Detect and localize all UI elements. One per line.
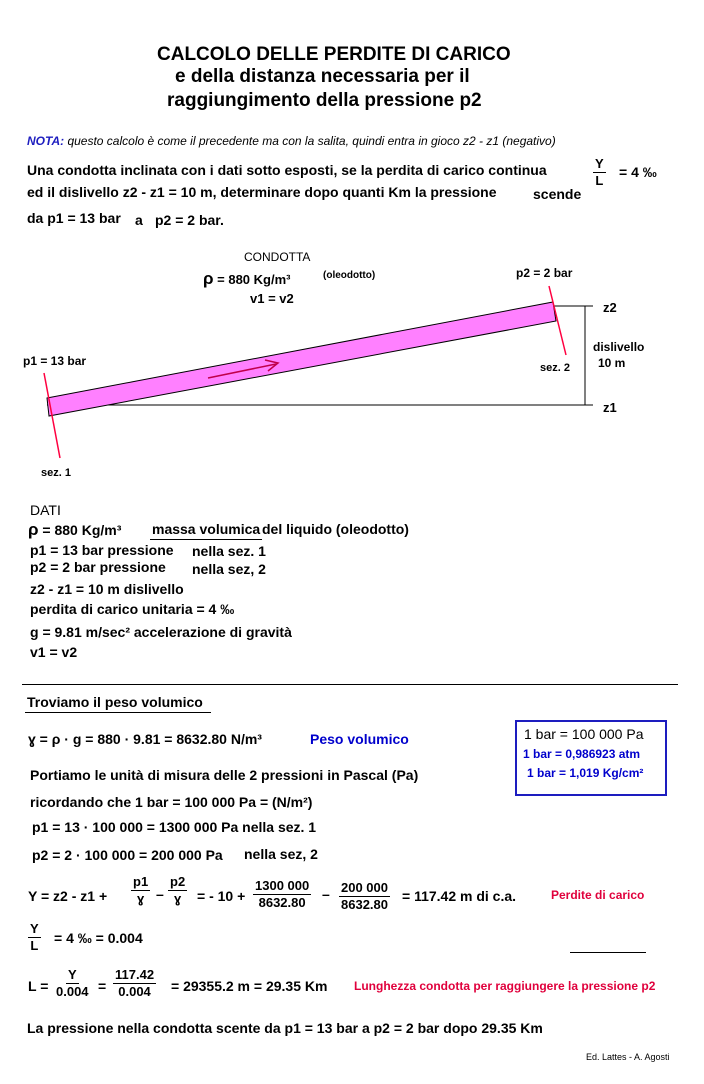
p2-pascal-b: nella sez, 2 xyxy=(244,846,318,862)
dati-p1-b: nella sez. 1 xyxy=(192,543,266,559)
dati-p2: p2 = 2 bar pressione xyxy=(30,559,166,575)
pipe-body xyxy=(47,302,556,416)
frac-y-l-den: L xyxy=(30,938,39,953)
rho-eq: = 880 Kg/m³ xyxy=(213,272,291,287)
l-result: = 29355.2 m = 29.35 Km xyxy=(171,978,328,994)
y-minus: – xyxy=(156,886,164,902)
y-result: = 117.42 m di c.a. xyxy=(402,888,517,904)
sez1-label: sez. 1 xyxy=(41,467,71,479)
intro-line-2b: scende xyxy=(533,186,582,202)
dati-rho-c: del liquido (oleodotto) xyxy=(262,521,409,537)
dati-rho-a: = 880 Kg/m³ xyxy=(38,522,122,538)
troviamo-line xyxy=(27,694,203,710)
separator-rule xyxy=(22,684,678,685)
intro-frac-den: L xyxy=(595,173,604,188)
portiamo-line: Portiamo le unità di misura delle 2 pressioni in Pascal (Pa) xyxy=(30,767,419,783)
frac-200000-num: 200 000 xyxy=(341,880,388,895)
sez2-label: sez. 2 xyxy=(540,362,570,374)
rho-symbol: ρ xyxy=(203,269,214,288)
frac-200000-den: 8632.80 xyxy=(341,897,388,912)
z2-label: z2 xyxy=(603,300,617,315)
section-line-1 xyxy=(44,373,60,458)
peso-volumico-underline xyxy=(25,712,211,713)
dati-massa-volumica: massa volumica xyxy=(152,521,261,537)
frac-l1-den: 0.004 xyxy=(56,984,89,999)
intro-frac-value: = 4 ‰ xyxy=(619,164,657,180)
frac-200000 xyxy=(339,880,390,913)
peso-volumico-label: Peso volumico xyxy=(310,731,409,747)
frac-p2-den: ɣ xyxy=(173,891,182,906)
oleodotto-label: (oleodotto) xyxy=(323,270,376,281)
frac-1300000 xyxy=(253,878,311,911)
dati-perdita: perdita di carico unitaria = 4 ‰ xyxy=(30,601,235,617)
massa-volumica-underline xyxy=(150,539,262,540)
dati-z: z2 - z1 = 10 m dislivello xyxy=(30,581,184,597)
frac-y-l xyxy=(28,921,41,954)
p2-pascal: p2 = 2 · 100 000 = 200 000 Pa xyxy=(32,847,223,863)
nota-text: questo calcolo è come il precedente ma con la salita, quindi entra in gioco z2 - z1 (negativo) xyxy=(64,134,556,148)
y-minus-2: – xyxy=(322,886,330,902)
perdite-label: Perdite di carico xyxy=(551,888,645,902)
frac-y-l-num: Y xyxy=(30,921,39,936)
troviamo-a: Troviamo il xyxy=(27,694,105,710)
gamma-equation: ɣ = ρ · g = 880 · 9.81 = 8632.80 N/m³ xyxy=(28,731,262,747)
frac-l2-num: 117.42 xyxy=(115,967,155,982)
conv-line-1: 1 bar = 100 000 Pa xyxy=(524,726,644,742)
intro-line-1: Una condotta inclinata con i dati sotto esposti, se la perdita di carico continua xyxy=(27,162,547,178)
p2-label: p2 = 2 bar xyxy=(516,266,573,280)
frac-p1-den: ɣ xyxy=(136,891,145,906)
ricordando-line: ricordando che 1 bar = 100 000 Pa = (N/m²) xyxy=(30,794,313,810)
dati-p1: p1 = 13 bar pressione xyxy=(30,542,174,558)
dislivello-value: 10 m xyxy=(598,356,626,370)
frac-1300000-num: 1300 000 xyxy=(255,878,310,893)
short-rule xyxy=(570,952,646,953)
intro-line-3c: p2 = 2 bar. xyxy=(155,212,224,228)
frac-l2 xyxy=(113,967,156,1000)
dati-v: v1 = v2 xyxy=(30,644,78,660)
dati-rho-symbol: ρ xyxy=(28,520,39,539)
frac-1300000-den: 8632.80 xyxy=(258,895,306,910)
frac-p2-num: p2 xyxy=(170,874,186,889)
intro-line-2: ed il dislivello z2 - z1 = 10 m, determinare dopo quanti Km la pressione xyxy=(27,184,497,200)
nota-label: NOTA: xyxy=(27,134,65,148)
page-subtitle-1: e della distanza necessaria per il xyxy=(175,66,470,87)
l-lhs: L = xyxy=(28,978,49,994)
dati-heading: DATI xyxy=(30,502,61,518)
z1-label: z1 xyxy=(603,400,617,415)
page-title: CALCOLO DELLE PERDITE DI CARICO xyxy=(157,44,511,65)
frac-p2-gamma xyxy=(168,874,187,907)
conv-line-3: 1 bar = 1,019 Kg/cm² xyxy=(527,766,644,780)
frac-p1-gamma xyxy=(131,874,150,907)
credits: Ed. Lattes - A. Agosti xyxy=(586,1052,670,1062)
troviamo-b: peso volumico xyxy=(104,694,203,710)
dati-p2-b: nella sez, 2 xyxy=(192,561,266,577)
intro-frac-num: Y xyxy=(595,156,604,171)
intro-line-3b: a xyxy=(135,212,143,228)
p1-label: p1 = 13 bar xyxy=(23,354,87,368)
y-eq-mid: = - 10 + xyxy=(197,888,246,904)
dati-g: g = 9.81 m/sec² accelerazione di gravità xyxy=(30,624,292,640)
v-eq-label: v1 = v2 xyxy=(250,291,294,306)
dati-rho-line xyxy=(28,520,121,540)
l-eq: = xyxy=(98,978,107,994)
frac-l2-den: 0.004 xyxy=(118,984,151,999)
dislivello-label: dislivello xyxy=(593,340,645,354)
p1-pascal: p1 = 13 · 100 000 = 1300 000 Pa nella sez. 1 xyxy=(32,819,317,835)
rho-label xyxy=(203,269,290,289)
frac-l1-num: Y xyxy=(67,967,77,982)
condotta-label: CONDOTTA xyxy=(244,250,311,264)
lunghezza-label: Lunghezza condotta per raggiungere la pressione p2 xyxy=(354,979,656,993)
frac-l1 xyxy=(54,967,91,1000)
conclusion-line: La pressione nella condotta scente da p1 = 13 bar a p2 = 2 bar dopo 29.35 Km xyxy=(27,1020,543,1036)
frac-p1-num: p1 xyxy=(133,874,149,889)
intro-line-3a: da p1 = 13 bar xyxy=(27,210,121,226)
page-subtitle-2: raggiungimento della pressione p2 xyxy=(167,90,482,111)
conv-line-2: 1 bar = 0,986923 atm xyxy=(523,747,641,761)
y-lhs: Y = z2 - z1 + xyxy=(28,888,108,904)
yl-value: = 4 ‰ = 0.004 xyxy=(54,930,143,946)
